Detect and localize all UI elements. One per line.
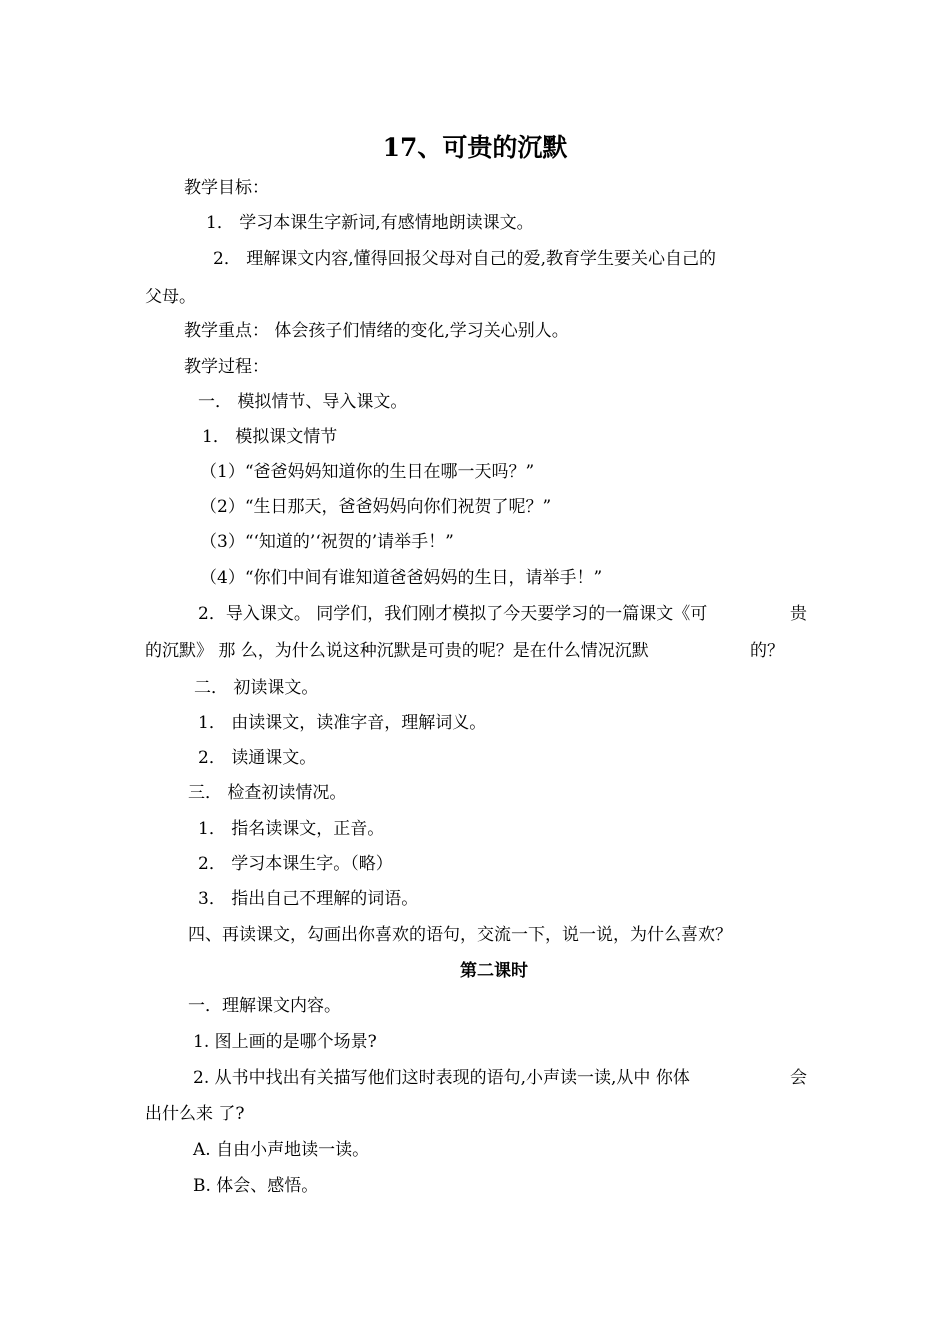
part2-item-a: A. 自由小声地读一读。	[193, 1140, 370, 1160]
step-2: 二． 初读课文。	[194, 678, 319, 698]
step-1-2-line-2: 的沉默》 那 么，为什么说这种沉默是可贵的呢？是在什么情况沉默	[145, 641, 649, 661]
step-1-2-line-1: 2．导入课文。 同学们，我们刚才模拟了今天要学习的一篇课文《可	[198, 604, 708, 624]
part2-step-1-2-line-1-end: 会	[790, 1068, 807, 1088]
second-lesson-heading: 第二课时	[460, 961, 528, 981]
step-3-2: 2． 学习本课生字。（略）	[198, 854, 393, 874]
part2-step-1-2-line-1: 2. 从书中找出有关描写他们这时表现的语句,小声读一读,从中 你体	[193, 1068, 690, 1088]
document-title: 17、可贵的沉默	[382, 133, 568, 162]
step-1: 一． 模拟情节、导入课文。	[198, 392, 408, 412]
question-3: （3）“‘知道的’‘祝贺的’请举手！”	[200, 532, 454, 552]
objectives-heading: 教学目标：	[184, 178, 269, 198]
key-point: 教学重点： 体会孩子们情绪的变化,学习关心别人。	[184, 321, 569, 341]
objective-2-line-1: 2． 理解课文内容,懂得回报父母对自己的爱,教育学生要关心自己的	[213, 249, 717, 269]
step-2-1: 1． 由读课文，读准字音，理解词义。	[198, 713, 487, 733]
part2-step-1-2-line-2: 出什么来 了?	[145, 1104, 245, 1124]
step-1-2-line-1-end: 贵	[790, 604, 807, 624]
part2-item-b: B. 体会、感悟。	[193, 1176, 319, 1196]
part2-step-1: 一．理解课文内容。	[188, 996, 341, 1016]
question-4: （4）“你们中间有谁知道爸爸妈妈的生日，请举手！”	[200, 568, 603, 588]
step-3-1: 1． 指名读课文，正音。	[198, 819, 385, 839]
question-1: （1）“爸爸妈妈知道你的生日在哪一天吗？”	[200, 462, 535, 482]
step-4: 四、再读课文，勾画出你喜欢的语句，交流一下，说一说，为什么喜欢？	[188, 925, 732, 945]
objective-2-line-2: 父母。	[145, 287, 196, 307]
objective-1: 1． 学习本课生字新词,有感情地朗读课文。	[206, 213, 534, 233]
question-2: （2）“生日那天，爸爸妈妈向你们祝贺了呢？”	[200, 497, 552, 517]
step-1-2-line-2-end: 的？	[750, 641, 784, 661]
part2-step-1-1: 1. 图上画的是哪个场景?	[193, 1032, 377, 1052]
step-2-2: 2． 读通课文。	[198, 748, 317, 768]
step-3-3: 3． 指出自己不理解的词语。	[198, 889, 419, 909]
step-3: 三． 检查初读情况。	[188, 783, 347, 803]
step-1-1: 1． 模拟课文情节	[202, 427, 338, 447]
process-heading: 教学过程：	[184, 357, 269, 377]
